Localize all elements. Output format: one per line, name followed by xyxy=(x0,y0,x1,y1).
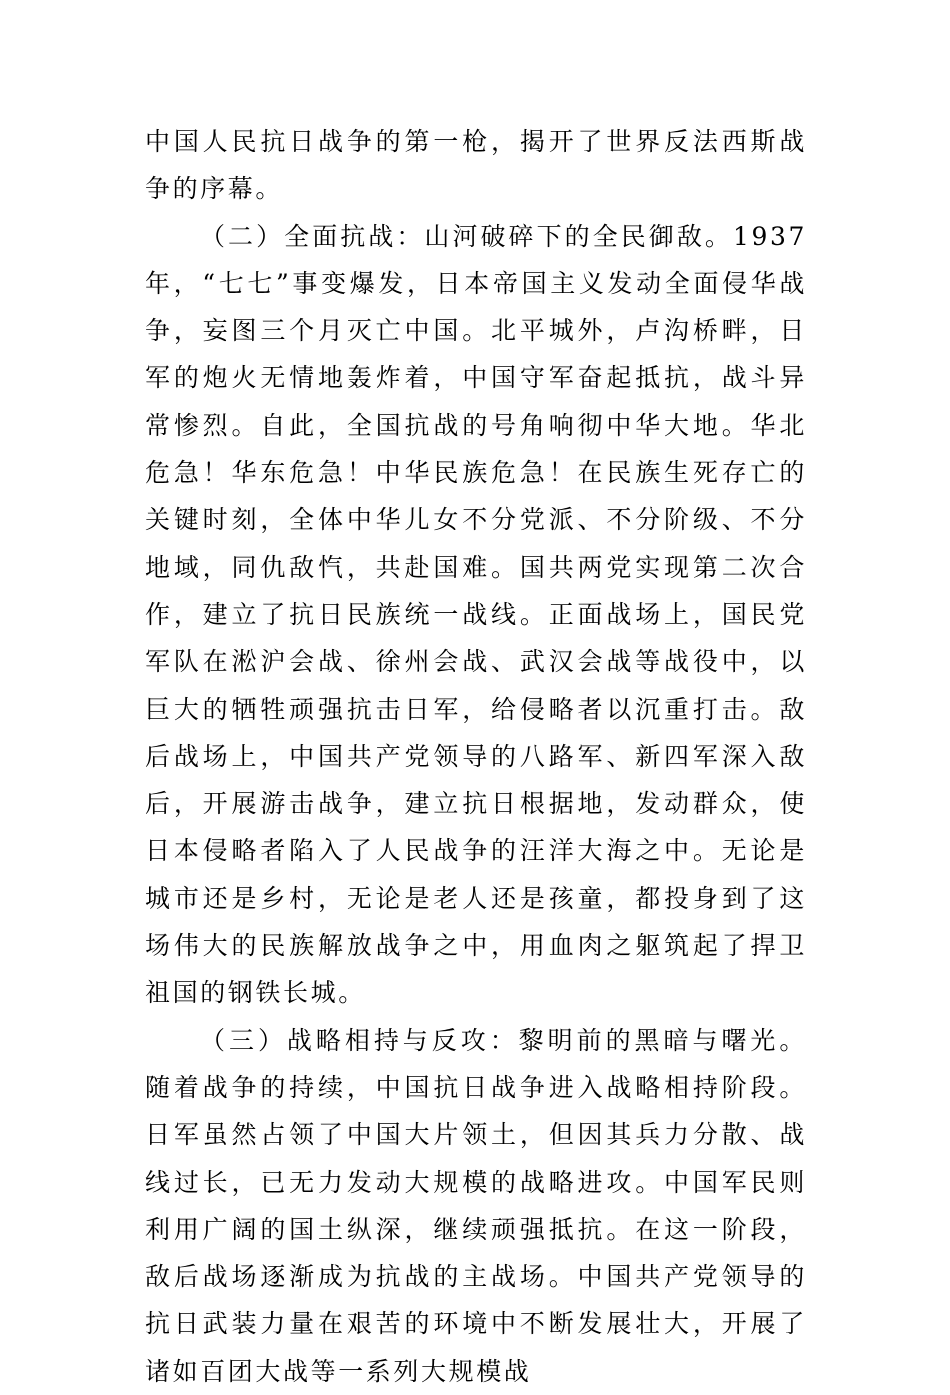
paragraph-strategic-stalemate: （三）战略相持与反攻：黎明前的黑暗与曙光。随着战争的持续，中国抗日战争进入战略相持阶段。日军虽然占领了中国大片领土，但因其兵力分散、战线过长，已无力发动大规模的战略进攻。中国军民则利用广阔的国土纵深，继续顽强抵抗。在这一阶段，敌后战场逐渐成为抗战的主战场。中国共产党领导的抗日武装力量在艰苦的环境中不断发展壮大，开展了诸如百团大战等一系列大规模战 xyxy=(145,1025,807,1386)
document-body xyxy=(145,118,807,1395)
paragraph-full-scale-resistance: （二）全面抗战：山河破碎下的全民御敌。1937年，“七七”事变爆发，日本帝国主义发动全面侵华战争，妄图三个月灭亡中国。北平城外，卢沟桥畔，日军的炮火无情地轰炸着，中国守军奋起抵抗，战斗异常惨烈。自此，全国抗战的号角响彻中华大地。华北危急！华东危急！中华民族危急！在民族生死存亡的关键时刻，全体中华儿女不分党派、不分阶级、不分地域，同仇敌忾，共赴国难。国共两党实现第二次合作，建立了抗日民族统一战线。正面战场上，国民党军队在淞沪会战、徐州会战、武汉会战等战役中，以巨大的牺牲顽强抗击日军，给侵略者以沉重打击。敌后战场上，中国共产党领导的八路军、新四军深入敌后，开展游击战争，建立抗日根据地，发动群众，使日本侵略者陷入了人民战争的汪洋大海之中。无论是城市还是乡村，无论是老人还是孩童，都投身到了这场伟大的民族解放战争之中，用血肉之躯筑起了捍卫祖国的钢铁长城。 xyxy=(145,221,807,1008)
paragraph-intro-continuation: 中国人民抗日战争的第一枪，揭开了世界反法西斯战争的序幕。 xyxy=(145,127,807,204)
